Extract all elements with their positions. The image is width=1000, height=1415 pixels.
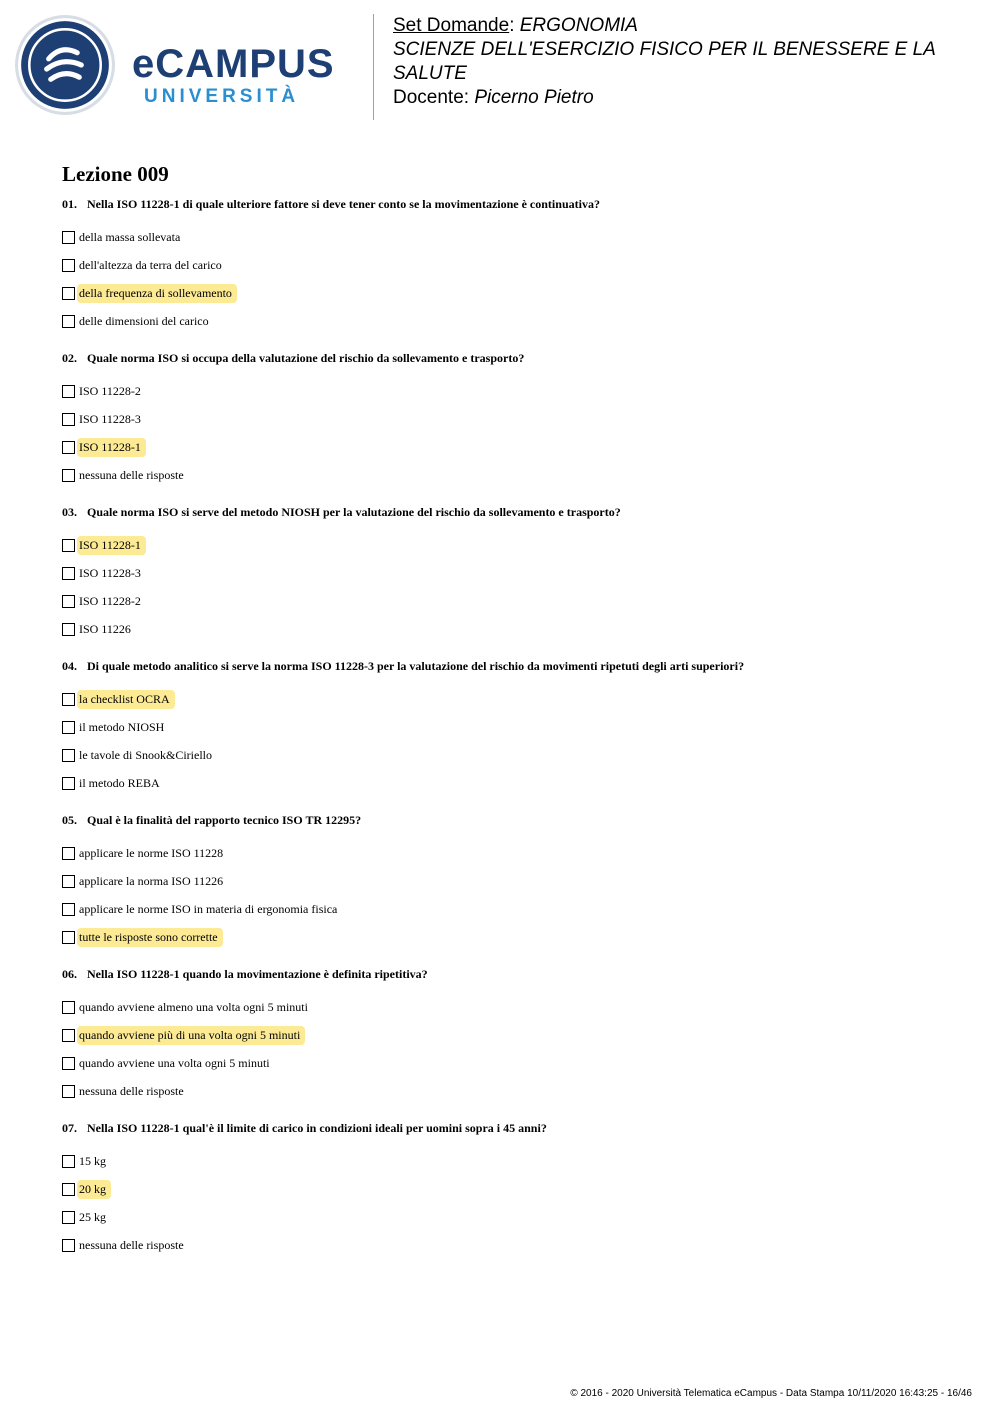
answer-label-highlighted: della frequenza di sollevamento [77, 284, 237, 303]
question-number: 06. [62, 967, 77, 981]
answer-label: ISO 11228-3 [79, 565, 141, 580]
answer-option[interactable] [62, 461, 962, 489]
answer-option[interactable] [62, 1077, 962, 1105]
question-05 [62, 812, 962, 951]
answer-option[interactable] [62, 993, 962, 1021]
answer-option[interactable] [62, 895, 962, 923]
docente-row [393, 86, 983, 110]
answer-option[interactable] [62, 1175, 962, 1203]
answer-checkbox[interactable] [62, 259, 75, 272]
answer-checkbox[interactable] [62, 1001, 75, 1014]
answer-checkbox[interactable] [62, 623, 75, 636]
logo-sub-text: UNIVERSITÀ [144, 86, 300, 107]
answer-checkbox[interactable] [62, 1029, 75, 1042]
answer-checkbox[interactable] [62, 595, 75, 608]
question-number: 01. [62, 197, 77, 211]
answer-checkbox[interactable] [62, 567, 75, 580]
answer-label: applicare la norma ISO 11226 [79, 873, 224, 888]
answer-checkbox[interactable] [62, 721, 75, 734]
answer-checkbox[interactable] [62, 777, 75, 790]
answer-checkbox[interactable] [62, 1155, 75, 1168]
answer-option[interactable] [62, 531, 962, 559]
answer-checkbox[interactable] [62, 931, 75, 944]
answer-label-highlighted: 20 kg [77, 1180, 111, 1199]
answer-label-highlighted: ISO 11228-1 [77, 536, 146, 555]
answer-option[interactable] [62, 685, 962, 713]
question-number: 02. [62, 351, 77, 365]
docente-value: Picerno Pietro [474, 87, 594, 108]
answer-checkbox[interactable] [62, 749, 75, 762]
answer-option[interactable] [62, 279, 962, 307]
answer-option[interactable] [62, 867, 962, 895]
answer-label: applicare le norme ISO in materia di ergonomia fisica [79, 901, 338, 916]
answer-checkbox[interactable] [62, 847, 75, 860]
answer-option[interactable] [62, 839, 962, 867]
answer-option[interactable] [62, 923, 962, 951]
answer-option[interactable] [62, 1203, 962, 1231]
answer-label: delle dimensioni del carico [79, 313, 209, 328]
answer-option[interactable] [62, 307, 962, 335]
set-row [393, 14, 983, 38]
answer-checkbox[interactable] [62, 441, 75, 454]
question-text [62, 1120, 962, 1136]
answer-option[interactable] [62, 433, 962, 461]
answer-checkbox[interactable] [62, 1085, 75, 1098]
answer-label: della massa sollevata [79, 229, 181, 244]
answer-checkbox[interactable] [62, 469, 75, 482]
answer-checkbox[interactable] [62, 1057, 75, 1070]
answer-label: dell'altezza da terra del carico [79, 257, 222, 272]
question-04 [62, 658, 962, 797]
answer-checkbox[interactable] [62, 875, 75, 888]
page-header [0, 0, 1000, 130]
answer-label-highlighted: quando avviene più di una volta ogni 5 minuti [77, 1026, 305, 1045]
answer-option[interactable] [62, 1021, 962, 1049]
question-number: 07. [62, 1121, 77, 1135]
answer-label: ISO 11228-3 [79, 411, 141, 426]
answer-checkbox[interactable] [62, 1183, 75, 1196]
answer-checkbox[interactable] [62, 287, 75, 300]
answer-checkbox[interactable] [62, 693, 75, 706]
answer-option[interactable] [62, 587, 962, 615]
question-text [62, 812, 962, 828]
answer-option[interactable] [62, 1231, 962, 1259]
quiz-content [62, 160, 962, 1274]
question-03 [62, 504, 962, 643]
answer-label-highlighted: la checklist OCRA [77, 690, 175, 709]
set-label: Set Domande [393, 15, 510, 36]
question-label: Quale norma ISO si serve del metodo NIOSH per la valutazione del rischio da sollevamento e trasporto? [87, 505, 621, 519]
answer-label: nessuna delle risposte [79, 467, 184, 482]
answer-checkbox[interactable] [62, 315, 75, 328]
answer-label: quando avviene una volta ogni 5 minuti [79, 1055, 270, 1070]
answer-option[interactable] [62, 713, 962, 741]
header-info [393, 14, 983, 110]
question-label: Nella ISO 11228-1 quando la movimentazione è definita ripetitiva? [87, 967, 428, 981]
question-list [62, 196, 962, 1259]
answer-option[interactable] [62, 405, 962, 433]
answer-option[interactable] [62, 615, 962, 643]
answer-label-highlighted: tutte le risposte sono corrette [77, 928, 223, 947]
question-label: Nella ISO 11228-1 di quale ulteriore fattore si deve tener conto se la movimentazione è continuativa? [87, 197, 600, 211]
question-text [62, 504, 962, 520]
answer-label: ISO 11228-2 [79, 383, 141, 398]
question-text [62, 350, 962, 366]
course-title: SCIENZE DELL'ESERCIZIO FISICO PER IL BENESSERE E LA SALUTE [393, 39, 936, 84]
lesson-title: Lezione 009 [62, 162, 169, 186]
question-07 [62, 1120, 962, 1259]
question-label: Qual è la finalità del rapporto tecnico ISO TR 12295? [87, 813, 362, 827]
answer-checkbox[interactable] [62, 1239, 75, 1252]
question-01 [62, 196, 962, 335]
question-number: 04. [62, 659, 77, 673]
question-number: 05. [62, 813, 77, 827]
answer-checkbox[interactable] [62, 903, 75, 916]
logo-brand-text: eCAMPUS [132, 42, 335, 86]
set-value: ERGONOMIA [519, 15, 638, 36]
question-label: Quale norma ISO si occupa della valutazione del rischio da sollevamento e trasporto? [87, 351, 525, 365]
answer-option[interactable] [62, 1147, 962, 1175]
answer-option[interactable] [62, 223, 962, 251]
question-label: Nella ISO 11228-1 qual'è il limite di carico in condizioni ideali per uomini sopra i 45 anni? [87, 1121, 547, 1135]
question-text [62, 658, 962, 674]
answer-checkbox[interactable] [62, 231, 75, 244]
question-02 [62, 350, 962, 489]
answer-label: ISO 11228-2 [79, 593, 141, 608]
answer-label: quando avviene almeno una volta ogni 5 minuti [79, 999, 308, 1014]
question-label: Di quale metodo analitico si serve la norma ISO 11228-3 per la valutazione del rischio da movimenti ripetuti degli arti superiori? [87, 659, 745, 673]
answer-option[interactable] [62, 1049, 962, 1077]
answer-option[interactable] [62, 251, 962, 279]
answer-label: ISO 11226 [79, 621, 131, 636]
answer-label: le tavole di Snook&Ciriello [79, 747, 212, 762]
answer-option[interactable] [62, 377, 962, 405]
question-text [62, 196, 962, 212]
set-separator: : [509, 15, 520, 36]
page-footer: © 2016 - 2020 Università Telematica eCampus - Data Stampa 10/11/2020 16:43:25 - 16/46 [570, 1388, 972, 1399]
docente-label: Docente: [393, 87, 475, 108]
question-06 [62, 966, 962, 1105]
answer-label: applicare le norme ISO 11228 [79, 845, 224, 860]
answer-option[interactable] [62, 741, 962, 769]
answer-option[interactable] [62, 559, 962, 587]
answer-checkbox[interactable] [62, 1211, 75, 1224]
header-divider [373, 14, 374, 120]
ecampus-seal-logo [14, 14, 116, 116]
answer-label: nessuna delle risposte [79, 1083, 184, 1098]
answer-option[interactable] [62, 769, 962, 797]
answer-label: 15 kg [79, 1153, 106, 1168]
answer-label-highlighted: ISO 11228-1 [77, 438, 146, 457]
question-number: 03. [62, 505, 77, 519]
answer-checkbox[interactable] [62, 539, 75, 552]
answer-label: il metodo REBA [79, 775, 160, 790]
answer-label: nessuna delle risposte [79, 1237, 184, 1252]
answer-label: il metodo NIOSH [79, 719, 165, 734]
answer-label: 25 kg [79, 1209, 106, 1224]
answer-checkbox[interactable] [62, 413, 75, 426]
ecampus-wordmark [132, 42, 356, 112]
answer-checkbox[interactable] [62, 385, 75, 398]
question-text [62, 966, 962, 982]
